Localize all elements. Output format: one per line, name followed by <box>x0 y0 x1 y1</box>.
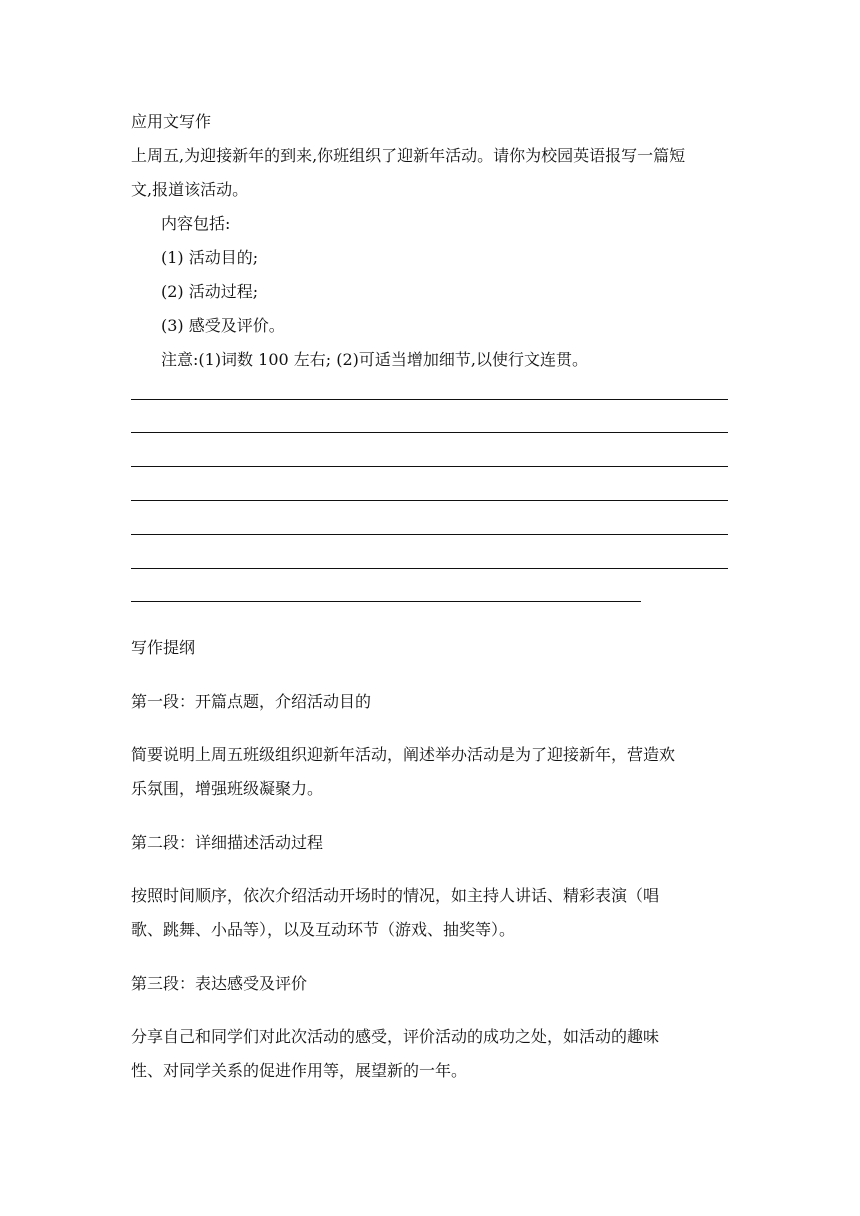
answer-line <box>131 432 728 433</box>
content-item-3: (3) 感受及评价。 <box>161 316 285 335</box>
answer-line <box>131 601 641 602</box>
answer-line <box>131 399 728 400</box>
writing-note: 注意:(1)词数 100 左右; (2)可适当增加细节,以使行文连贯。 <box>161 350 588 369</box>
outline-paragraph-2-title: 第二段：详细描述活动过程 <box>131 833 324 852</box>
content-item-1: (1) 活动目的; <box>161 248 259 267</box>
contents-label: 内容包括: <box>161 214 231 233</box>
outline-paragraph-2-line-2: 歌、跳舞、小品等），以及互动环节（游戏、抽奖等）。 <box>131 920 516 939</box>
prompt-heading: 应用文写作 <box>131 112 212 131</box>
prompt-body-line-2: 文,报道该活动。 <box>131 180 249 199</box>
content-item-2: (2) 活动过程; <box>161 282 259 301</box>
outline-paragraph-3-title: 第三段：表达感受及评价 <box>131 974 308 993</box>
answer-line <box>131 568 728 569</box>
answer-line <box>131 466 728 467</box>
outline-paragraph-1-line-1: 简要说明上周五班级组织迎新年活动，阐述举办活动是为了迎接新年，营造欢 <box>131 745 676 764</box>
outline-heading: 写作提纲 <box>131 638 196 657</box>
answer-line <box>131 534 728 535</box>
outline-paragraph-3-line-2: 性、对同学关系的促进作用等，展望新的一年。 <box>131 1061 468 1080</box>
outline-paragraph-1-title: 第一段：开篇点题，介绍活动目的 <box>131 692 372 711</box>
prompt-body-line-1: 上周五,为迎接新年的到来,你班组织了迎新年活动。请你为校园英语报写一篇短 <box>131 146 686 165</box>
outline-paragraph-2-line-1: 按照时间顺序，依次介绍活动开场时的情况，如主持人讲话、精彩表演（唱 <box>131 886 660 905</box>
outline-paragraph-1-line-2: 乐氛围，增强班级凝聚力。 <box>131 779 324 798</box>
outline-paragraph-3-line-1: 分享自己和同学们对此次活动的感受，评价活动的成功之处，如活动的趣味 <box>131 1027 660 1046</box>
answer-line <box>131 500 728 501</box>
